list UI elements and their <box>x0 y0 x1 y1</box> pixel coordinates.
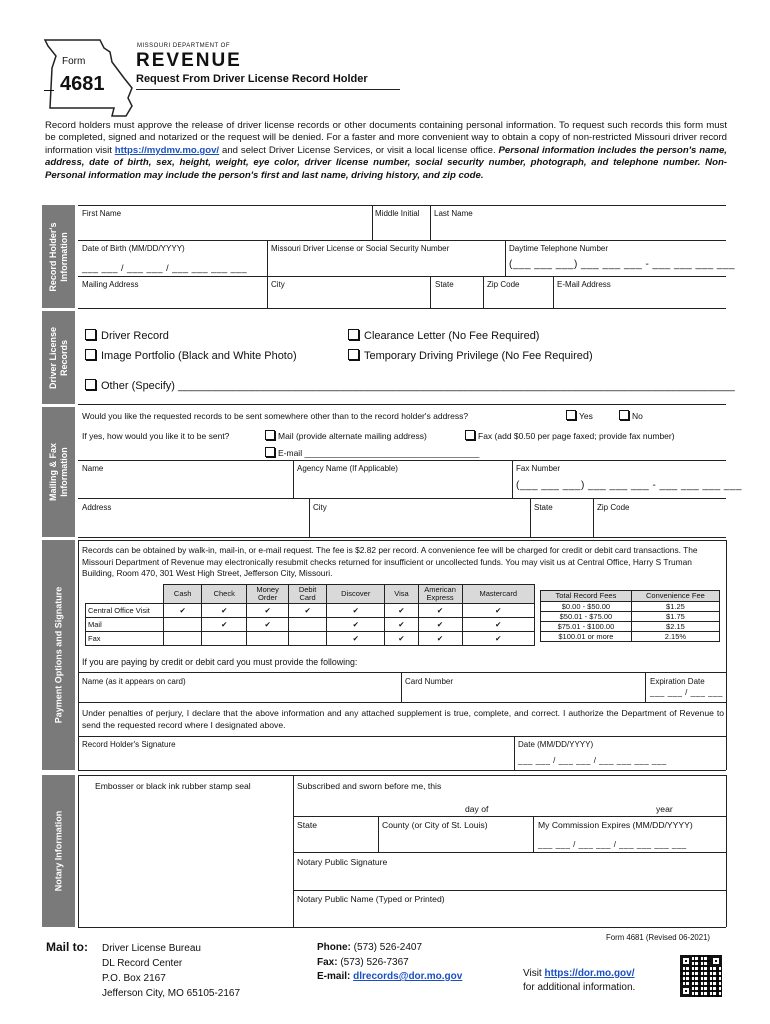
seal-label: Embosser or black ink rubber stamp seal <box>95 781 251 791</box>
mail-to-label: Mail to: <box>46 940 88 954</box>
form-label: Form <box>62 56 86 67</box>
checkbox-icon <box>85 379 96 390</box>
table-row: Mail ✔ ✔ ✔ ✔ ✔ ✔ <box>86 618 535 632</box>
recipient-city-label: City <box>313 503 327 512</box>
notary-state-label: State <box>297 820 318 830</box>
table-row: $100.01 or more 2.15% <box>541 632 720 642</box>
holder-signature-label: Record Holder's Signature <box>82 740 176 749</box>
card-name-label: Name (as it appears on card) <box>82 677 186 686</box>
col-cash: Cash <box>164 585 202 604</box>
first-name-label: First Name <box>82 209 122 218</box>
intro-text-1: Record holders must approve the release of driver license records or other documents containing personal information. To request such records this form must be completed, signed and notarized or the request will be denied. For a faster and more convenient way to obtain a copy of non-restricted Missouri driver record information visit <box>45 120 727 156</box>
commission-field[interactable]: ___ ___ / ___ ___ / ___ ___ ___ ___ <box>538 840 687 849</box>
checkbox-icon <box>619 410 629 420</box>
col-discover: Discover <box>327 585 385 604</box>
email-label: E-Mail Address <box>557 280 611 289</box>
mail-option-checkbox[interactable]: Mail (provide alternate mailing address) <box>265 430 427 441</box>
fax-number-label: Fax Number <box>516 464 561 473</box>
year-label: year <box>656 804 673 814</box>
driver-record-checkbox[interactable]: Driver Record <box>85 329 169 342</box>
form-number-underline <box>44 90 54 91</box>
middle-initial-label: Middle Initial <box>375 209 420 218</box>
clearance-letter-checkbox[interactable]: Clearance Letter (No Fee Required) <box>348 329 539 342</box>
col-check: Check <box>202 585 247 604</box>
mailing-address-label: Mailing Address <box>82 280 139 289</box>
dl-ssn-label: Missouri Driver License or Social Security Number <box>271 244 450 253</box>
card-note: If you are paying by credit or debit card you must provide the following: <box>82 657 358 667</box>
delivery-method-question: If yes, how would you like it to be sent? <box>82 431 230 441</box>
checkbox-icon <box>85 349 96 360</box>
checkbox-icon <box>465 430 475 440</box>
revenue-logo: REVENUE <box>136 50 242 71</box>
form-title: Request From Driver License Record Holder <box>136 73 368 85</box>
yes-checkbox[interactable]: Yes <box>566 410 593 421</box>
phone-label: Daytime Telephone Number <box>509 244 609 253</box>
phone-field[interactable]: (___ ___ ___) ___ ___ ___ - ___ ___ ___ ___ <box>509 259 736 270</box>
table-row: $75.01 - $100.00 $2.15 <box>541 622 720 632</box>
sworn-label: Subscribed and sworn before me, this <box>297 781 442 791</box>
mail-address: Driver License Bureau DL Record Center P.O. Box 2167 Jefferson City, MO 65105-2167 <box>102 943 241 999</box>
table-row: Central Office Visit ✔ ✔ ✔ ✔ ✔ ✔ ✔ ✔ <box>86 604 535 618</box>
section-notary: Notary Information <box>42 775 75 927</box>
table-row: $50.01 - $75.00 $1.75 <box>541 612 720 622</box>
expiration-field[interactable]: ___ ___ / ___ ___ <box>650 688 724 697</box>
table-row: $0.00 - $50.00 $1.25 <box>541 602 720 612</box>
section-mailing: Mailing & Fax Information <box>42 407 75 537</box>
checkbox-icon <box>566 410 576 420</box>
col-visa: Visa <box>385 585 418 604</box>
section-payment: Payment Options and Signature <box>42 540 75 770</box>
intro-paragraph <box>45 120 727 182</box>
card-number-label: Card Number <box>405 677 454 686</box>
col-debit-card: Debit Card <box>289 585 327 604</box>
recipient-state-label: State <box>534 503 553 512</box>
form-number: 4681 <box>60 73 105 95</box>
intro-text-2: and select Driver License Services, or visit a local license office. <box>222 144 496 156</box>
fax-number: (573) 526-7367 <box>340 956 409 968</box>
checkbox-icon <box>265 430 275 440</box>
recipient-address-label: Address <box>82 503 112 512</box>
commission-label: My Commission Expires (MM/DD/YYYY) <box>538 820 693 830</box>
expiration-label: Expiration Date <box>650 677 705 686</box>
zip-label: Zip Code <box>487 280 520 289</box>
recipient-zip-label: Zip Code <box>597 503 630 512</box>
perjury-statement: Under penalties of perjury, I declare that the above information and any attached supplement is true, complete, and correct. I authorize the Department of Revenue to send the requested record where I designated above. <box>82 708 724 730</box>
col-mastercard: Mastercard <box>462 585 534 604</box>
checkbox-icon <box>348 329 359 340</box>
notary-signature-label: Notary Public Signature <box>297 857 388 867</box>
payment-methods-table <box>85 584 535 646</box>
checkbox-icon <box>348 349 359 360</box>
other-checkbox[interactable]: Other (Specify) ___________________________________________________________________________________________ <box>85 379 735 392</box>
dor-website-link[interactable]: https://dor.mo.gov/ <box>544 968 635 979</box>
form-revision: Form 4681 (Revised 06-2021) <box>606 933 711 942</box>
col-money-order: Money Order <box>247 585 289 604</box>
section-records: Driver License Records <box>42 311 75 404</box>
signature-date-field[interactable]: ___ ___ / ___ ___ / ___ ___ ___ ___ <box>518 756 667 765</box>
payment-info-text: Records can be obtained by walk-in, mail-in, or e-mail request. The fee is $2.82 per record. A convenience fee will be charged for credit or debit card transactions. The Missouri Department of Revenue may electronically resubmit checks returned for insufficient or uncollected funds. You may visit us at Central Office, Harry S Truman Building, Room 470, 301 West High Street, Jefferson City, Missouri. <box>82 545 698 578</box>
temp-privilege-checkbox[interactable]: Temporary Driving Privilege (No Fee Required) <box>348 349 593 362</box>
phone-number: (573) 526-2407 <box>353 942 423 953</box>
fax-option-checkbox[interactable]: Fax (add $0.50 per page faxed; provide fax number) <box>465 430 675 441</box>
city-label: City <box>271 280 285 289</box>
notary-name-label: Notary Public Name (Typed or Printed) <box>297 894 445 904</box>
col-amex: American Express <box>418 585 462 604</box>
signature-date-label: Date (MM/DD/YYYY) <box>518 740 594 749</box>
fee-col-total: Total Record Fees <box>541 591 632 602</box>
qr-code-icon[interactable] <box>680 955 722 997</box>
fax-number-field[interactable]: (___ ___ ___) ___ ___ ___ - ___ ___ ___ ___ <box>516 480 743 491</box>
state-label: State <box>435 280 454 289</box>
dob-field[interactable]: ___ ___ / ___ ___ / ___ ___ ___ ___ <box>82 263 248 273</box>
last-name-label: Last Name <box>434 209 473 218</box>
intro-personal-info: Personal information includes the person's name, address, date of birth, sex, height, weight, eye color, driver license number, social security number, photograph, and telephone number. Non-Personal information may include the person's first and last name, driving history, and zip code. <box>45 144 727 181</box>
image-portfolio-checkbox[interactable]: Image Portfolio (Black and White Photo) <box>85 349 297 362</box>
alt-address-question: Would you like the requested records to be sent somewhere other than to the record holder's address? <box>82 411 469 421</box>
checkbox-icon <box>85 329 96 340</box>
dob-label: Date of Birth (MM/DD/YYYY) <box>82 244 185 253</box>
mydmv-link[interactable]: https://mydmv.mo.gov/ <box>114 144 220 156</box>
agency-name: MISSOURI DEPARTMENT OF <box>137 43 231 49</box>
email-link[interactable]: dlrecords@dor.mo.gov <box>353 971 463 982</box>
fee-col-convenience: Convenience Fee <box>631 591 719 602</box>
recipient-name-label: Name <box>82 464 104 473</box>
table-row: Fax ✔ ✔ ✔ ✔ <box>86 632 535 646</box>
section-holder: Record Holder's Information <box>42 205 75 308</box>
email-option-checkbox[interactable]: E-mail _____________________________________ <box>265 447 479 458</box>
contact-block: Phone: (573) 526-2407 Fax: (573) 526-7367 E-mail: dlrecords@dor.mo.gov <box>317 942 463 982</box>
agency-name-label: Agency Name (If Applicable) <box>297 464 398 473</box>
checkbox-icon <box>265 447 275 457</box>
notary-county-label: County (or City of St. Louis) <box>382 820 488 830</box>
title-rule <box>136 89 400 90</box>
fee-table <box>540 590 720 642</box>
day-of-label: day of <box>465 804 489 814</box>
visit-block: Visit https://dor.mo.gov/ for additional information. <box>523 968 636 993</box>
no-checkbox[interactable]: No <box>619 410 643 421</box>
